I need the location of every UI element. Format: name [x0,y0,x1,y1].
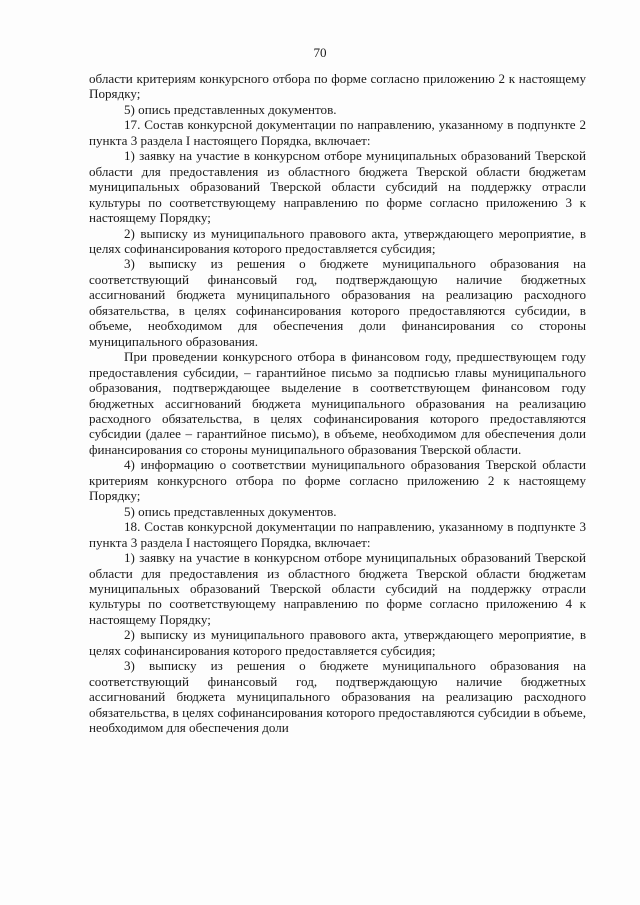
paragraph: 17. Состав конкурсной документации по направлению, указанному в подпункте 2 пункта 3 раздела I настоящего Порядка, включает: [89,117,586,148]
paragraph: 3) выписку из решения о бюджете муниципального образования на соответствующий финансовый год, подтверждающую наличие бюджетных ассигнований бюджета муниципального образования на реализацию расходного обязательства, в целях софинансирования которого предоставляются субсидии в объеме, необходимом для обеспечения доли [89,658,586,736]
paragraph: При проведении конкурсного отбора в финансовом году, предшествующем году предоставления субсидии, – гарантийное письмо за подписью главы муниципального образования, подтверждающее выделение в соответствующем финансовом году бюджетных ассигнований бюджета муниципального образования на реализацию расходного обязательства, в целях софинансирования которого предоставляются субсидии (далее – гарантийное письмо), в объеме, необходимом для обеспечения доли финансирования со стороны муниципального образования Тверской области. [89,349,586,457]
paragraph: 5) опись представленных документов. [124,101,337,117]
paragraph: 2) выписку из муниципального правового акта, утверждающего мероприятие, в целях софинансирования которого предоставляется субсидия; [89,225,586,256]
paragraph: области критериям конкурсного отбора по форме согласно приложению 2 к настоящему Порядку; [89,71,586,102]
paragraph: 3) выписку из решения о бюджете муниципального образования на соответствующий финансовый год, подтверждающую наличие бюджетных ассигнований бюджета муниципального образования на реализацию расходного обязательства, в целях софинансирования которого предоставляются субсидии, в объеме, необходимом для обеспечения доли финансирования со стороны муниципального образования. [89,256,586,349]
paragraph: 18. Состав конкурсной документации по направлению, указанному в подпункте 3 пункта 3 раздела I настоящего Порядка, включает: [89,519,586,550]
paragraph: 4) информацию о соответствии муниципального образования Тверской области критериям конкурсного отбора по форме согласно приложению 2 к настоящему Порядку; [89,457,586,504]
page-number: 70 [313,45,327,60]
paragraph: 2) выписку из муниципального правового акта, утверждающего мероприятие, в целях софинансирования которого предоставляется субсидия; [89,627,586,658]
document-body [89,71,586,735]
paragraph: 1) заявку на участие в конкурсном отборе муниципальных образований Тверской области для предоставления из областного бюджета Тверской области бюджетам муниципальных образований Тверской области субсидий на поддержку отрасли культуры по соответствующему направлению по форме согласно приложению 4 к настоящему Порядку; [89,550,586,627]
paragraph: 5) опись представленных документов. [124,503,337,519]
paragraph: 1) заявку на участие в конкурсном отборе муниципальных образований Тверской области для предоставления из областного бюджета Тверской области бюджетам муниципальных образований Тверской области субсидий на поддержку отрасли культуры по соответствующему направлению по форме согласно приложению 3 к настоящему Порядку; [89,148,586,226]
